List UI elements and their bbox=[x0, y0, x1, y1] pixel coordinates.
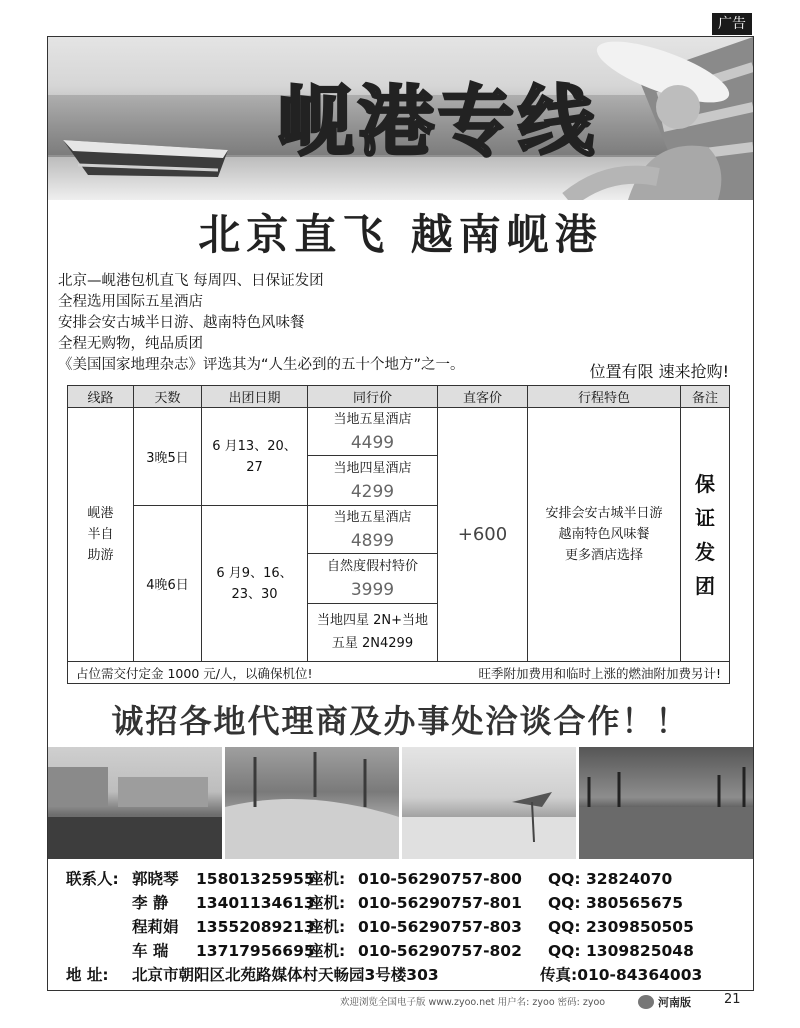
qq-label: QQ: bbox=[548, 942, 581, 960]
qq-label: QQ: bbox=[548, 870, 581, 888]
contact-row bbox=[66, 867, 746, 891]
address-value: 北京市朝阳区北苑路媒体村天畅园3号楼303 bbox=[132, 966, 439, 984]
price-cell: 当地五星酒店 4499 bbox=[308, 408, 438, 456]
edition-label: 河南版 bbox=[658, 996, 691, 1009]
price-cell: 当地四星 2N+当地 五星 2N4299 bbox=[308, 604, 438, 662]
header-dates: 出团日期 bbox=[202, 386, 308, 408]
contact-name: 程莉娟 bbox=[132, 918, 179, 936]
feature-item: 北京—岘港包机直飞 每周四、日保证发团 bbox=[58, 273, 324, 289]
header-note: 备注 bbox=[681, 386, 730, 408]
price-cell: 当地五星酒店 4899 bbox=[308, 506, 438, 554]
qq-label: QQ: bbox=[548, 894, 581, 912]
contact-name: 李 静 bbox=[132, 894, 169, 912]
days-cell: 4晚6日 bbox=[134, 506, 202, 662]
photo-strip bbox=[48, 747, 753, 859]
contacts bbox=[66, 867, 746, 987]
promo-text: 位置有限 速来抢购! bbox=[589, 362, 729, 381]
contact-qq: 380565675 bbox=[586, 894, 684, 912]
landline-label: 座机: bbox=[308, 870, 346, 888]
surcharge-text: 旺季附加费用和临时上涨的燃油附加费另计! bbox=[478, 665, 721, 681]
dates-cell: 6 月9、16、 23、30 bbox=[202, 506, 308, 662]
contact-landline: 010-56290757-802 bbox=[358, 942, 522, 960]
header-features: 行程特色 bbox=[528, 386, 681, 408]
address-label: 地 址: bbox=[66, 966, 109, 984]
route-cell: 岘港 半自 助游 bbox=[68, 408, 134, 662]
deposit-text: 占位需交付定金 1000 元/人，以确保机位! bbox=[76, 665, 313, 681]
landline-label: 座机: bbox=[308, 894, 346, 912]
qq-label: QQ: bbox=[548, 918, 581, 936]
contact-mobile: 13717956695 bbox=[196, 942, 315, 960]
contact-mobile: 13552089213 bbox=[196, 918, 315, 936]
contact-landline: 010-56290757-800 bbox=[358, 870, 522, 888]
recruit-text: 诚招各地代理商及办事处洽谈合作！！ bbox=[111, 702, 690, 740]
boat-image bbox=[58, 125, 238, 185]
table-row bbox=[68, 408, 730, 456]
feature-item: 安排会安古城半日游、越南特色风味餐 bbox=[58, 315, 305, 331]
contact-qq: 2309850505 bbox=[586, 918, 694, 936]
contact-row bbox=[66, 915, 746, 939]
contact-landline: 010-56290757-803 bbox=[358, 918, 522, 936]
contact-row bbox=[66, 891, 746, 915]
page-footer bbox=[340, 994, 760, 1012]
price-cell: 当地四星酒店 4299 bbox=[308, 456, 438, 506]
footer-text: 欢迎浏览全国电子版 www.zyoo.net 用户名: zyoo 密码: zyoo bbox=[340, 997, 606, 1008]
feature-item: 全程无购物，纯品质团 bbox=[58, 336, 203, 352]
days-cell: 3晚5日 bbox=[134, 408, 202, 506]
direct-price-cell: +600 bbox=[438, 408, 528, 662]
feature-item: 《美国国家地理杂志》评选其为“人生必到的五十个地方”之一。 bbox=[58, 357, 465, 373]
beach-photo bbox=[402, 747, 576, 859]
features-cell: 安排会安古城半日游 越南特色风味餐 更多酒店选择 bbox=[528, 408, 681, 662]
contact-qq: 32824070 bbox=[586, 870, 673, 888]
ad-frame bbox=[47, 36, 754, 991]
header-direct-price: 直客价 bbox=[438, 386, 528, 408]
pool-photo bbox=[225, 747, 399, 859]
contact-row bbox=[66, 939, 746, 963]
contact-mobile: 15801325955 bbox=[196, 870, 315, 888]
headline: 北京直飞 越南岘港 bbox=[198, 210, 603, 259]
address-row bbox=[66, 963, 746, 987]
contact-name: 郭晓琴 bbox=[132, 870, 179, 888]
landline-label: 座机: bbox=[308, 918, 346, 936]
deposit-row bbox=[68, 662, 730, 684]
header-peer-price: 同行价 bbox=[308, 386, 438, 408]
tour-table bbox=[67, 385, 730, 684]
banner bbox=[48, 37, 753, 200]
header-route: 线路 bbox=[68, 386, 134, 408]
fax-label: 传真: bbox=[540, 966, 578, 984]
fax-value: 010-84364003 bbox=[577, 966, 703, 984]
contact-name: 车 瑞 bbox=[132, 942, 169, 960]
price-cell: 自然度假村特价 3999 bbox=[308, 554, 438, 604]
ad-tag: 广告 bbox=[712, 13, 752, 35]
contact-landline: 010-56290757-801 bbox=[358, 894, 522, 912]
banner-title: 岘港专线 bbox=[278, 77, 598, 166]
feature-item: 全程选用国际五星酒店 bbox=[58, 294, 203, 310]
table-header-row bbox=[68, 386, 730, 408]
contact-qq: 1309825048 bbox=[586, 942, 694, 960]
resort-photo bbox=[48, 747, 222, 859]
page-number: 21 bbox=[724, 992, 741, 1007]
publisher-logo-icon bbox=[638, 995, 654, 1009]
landline-label: 座机: bbox=[308, 942, 346, 960]
dates-cell: 6 月13、20、 27 bbox=[202, 408, 308, 506]
note-cell: 保 证 发 团 bbox=[681, 408, 730, 662]
contact-mobile: 13401134613 bbox=[196, 894, 315, 912]
sunset-photo bbox=[579, 747, 753, 859]
contacts-label: 联系人: bbox=[66, 870, 119, 888]
header-days: 天数 bbox=[134, 386, 202, 408]
